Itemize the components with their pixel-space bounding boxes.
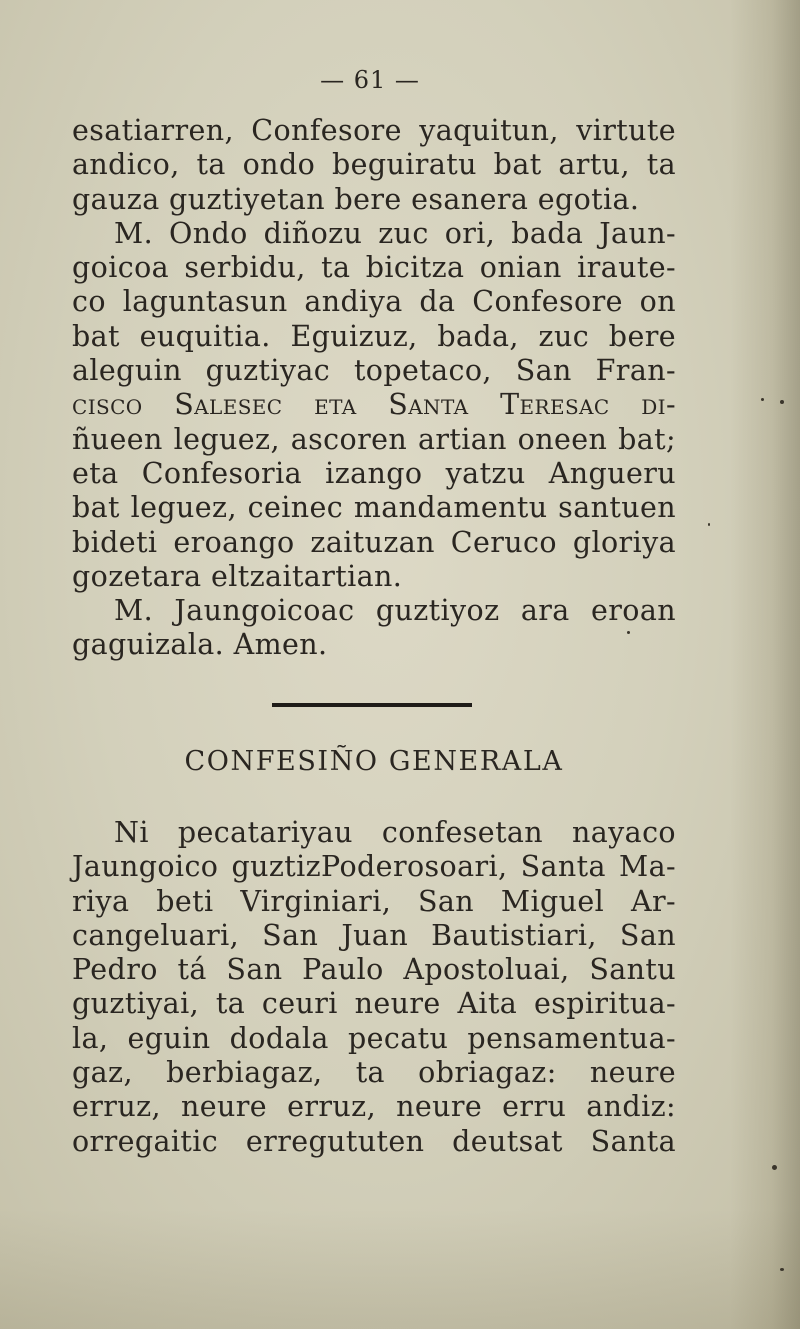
text-line: Ni pecatariyau confesetan nayaco xyxy=(114,816,676,849)
page-edge-shadow xyxy=(730,0,800,1329)
text-line: andico, ta ondo beguiratu bat artu, ta xyxy=(72,148,676,182)
text-line: riya beti Virginiari, San Miguel Ar- xyxy=(72,884,676,918)
text-line: eta Confesoria izango yatzu Angueru xyxy=(72,456,676,490)
text-line: ñueen leguez, ascoren artian oneen bat; xyxy=(72,422,676,456)
text-line: M. Jaungoicoac guztiyoz ara eroan xyxy=(114,594,676,628)
text-line: cisco Salesec eta Santa Teresac di- xyxy=(72,388,676,422)
page-number: — 61 — xyxy=(320,66,420,94)
text-line: erruz, neure erruz, neure erru andiz: xyxy=(72,1090,676,1124)
text-line: bat euquitia. Eguizuz, bada, zuc bere xyxy=(72,319,676,353)
paper-speck xyxy=(772,1165,777,1170)
text-block-lower xyxy=(72,816,676,1159)
paper-speck xyxy=(708,523,710,526)
paper-speck xyxy=(761,398,764,401)
text-line: Jaungoico guztizPoderosoari, Santa Ma- xyxy=(72,850,676,884)
text-line: co laguntasun andiya da Confesore on xyxy=(72,285,676,319)
text-line: bideti eroango zaituzan Ceruco gloriya xyxy=(72,525,676,559)
text-line: esatiarren, Confesore yaquitun, virtute xyxy=(72,114,676,147)
text-line: la, eguin dodala pecatu pensamentua- xyxy=(72,1021,676,1055)
text-line: guztiyai, ta ceuri neure Aita espiritua- xyxy=(72,987,676,1021)
text-line: aleguin guztiyac topetaco, San Fran- xyxy=(72,354,676,388)
section-divider-rule xyxy=(272,703,472,707)
paper-speck xyxy=(780,1268,784,1271)
text-line: gauza guztiyetan bere esanera egotia. xyxy=(72,182,640,216)
text-line: cangeluari, San Juan Bautistiari, San xyxy=(72,918,676,952)
text-block-upper xyxy=(72,114,676,663)
page-bottom-shadow xyxy=(0,1209,800,1329)
paper-speck xyxy=(627,631,630,634)
section-heading: CONFESIÑO GENERALA xyxy=(184,746,564,777)
text-line: bat leguez, ceinec mandamentu santuen xyxy=(72,491,676,525)
text-line: Pedro tá San Paulo Apostoluai, Santu xyxy=(72,953,676,987)
text-line: gaz, berbiagaz, ta obriagaz: neure xyxy=(72,1056,676,1090)
text-line: orregaitic erregututen deutsat Santa xyxy=(72,1124,676,1158)
text-line: gaguizala. Amen. xyxy=(72,628,328,662)
text-line: gozetara eltzaitartian. xyxy=(72,559,403,593)
text-line: goicoa serbidu, ta bicitza onian iraute- xyxy=(72,251,676,285)
text-line: M. Ondo diñozu zuc ori, bada Jaun- xyxy=(114,216,676,250)
paper-speck xyxy=(780,400,784,404)
